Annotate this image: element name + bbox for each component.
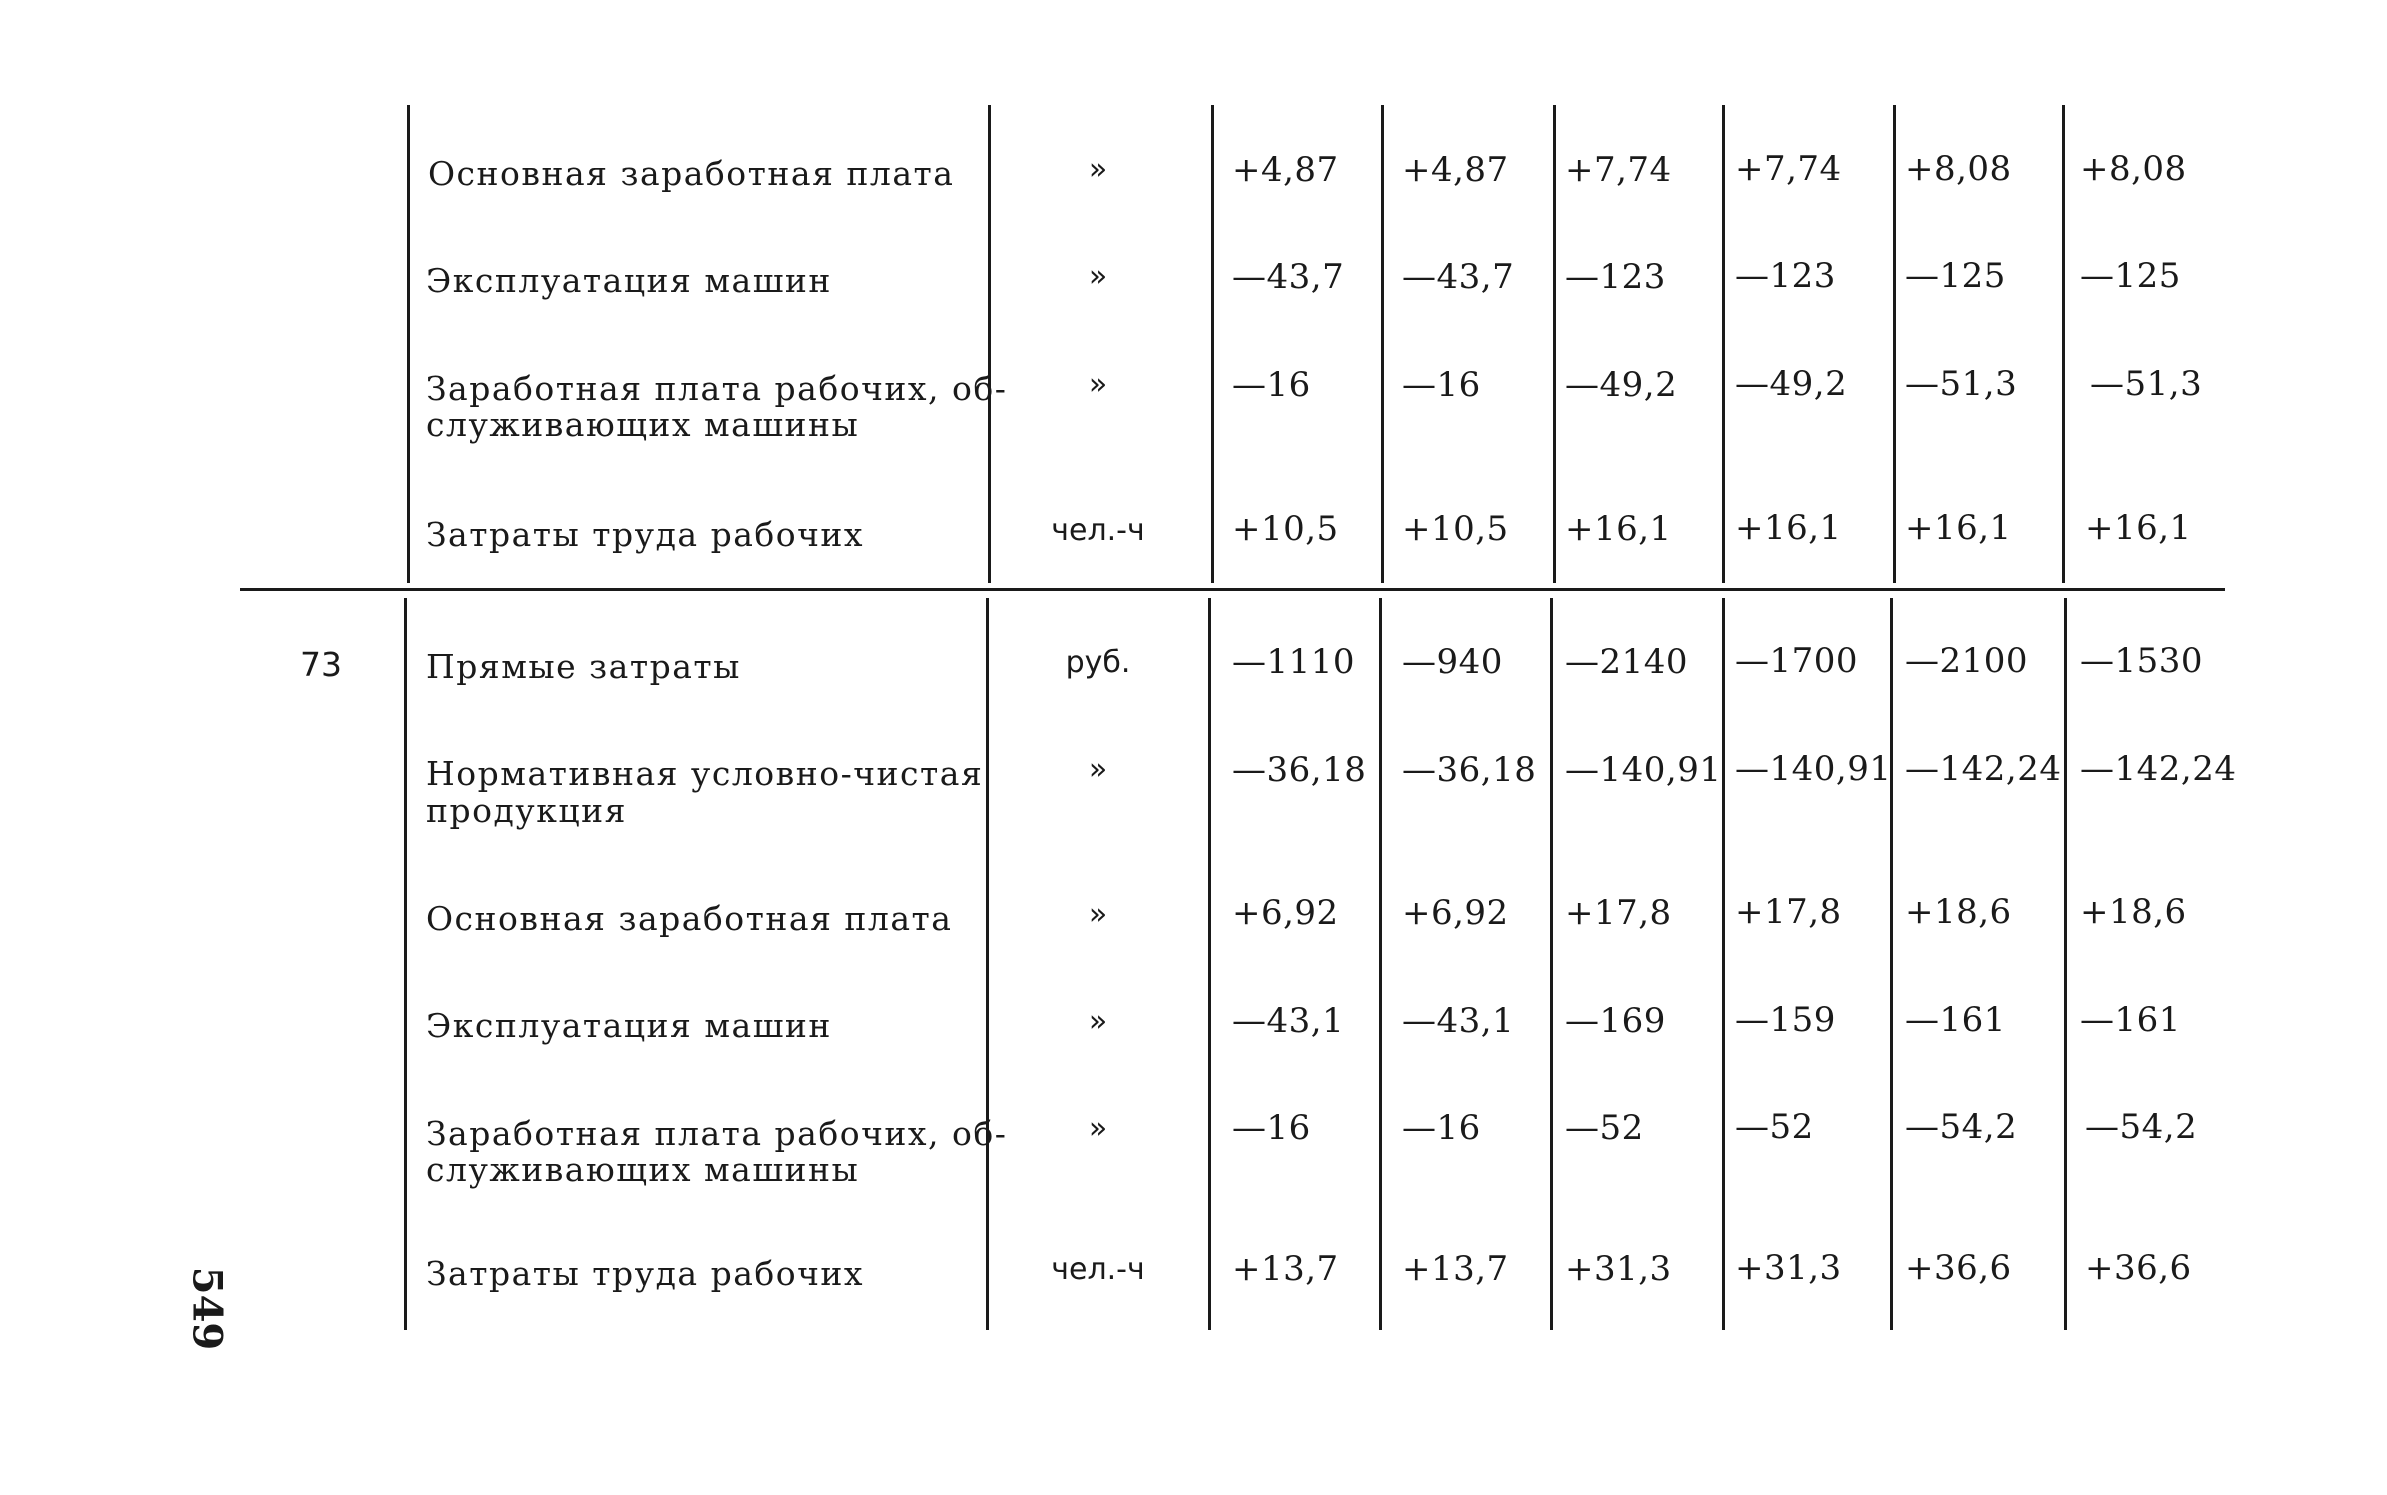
value-cell: +36,6 <box>1905 1248 2012 1288</box>
value-cell: +8,08 <box>2080 149 2187 189</box>
value-cell: +16,1 <box>2085 508 2192 548</box>
value-cell: —16 <box>1232 1108 1311 1148</box>
row-name-line1: Заработная плата рабочих, об- <box>426 1114 1008 1153</box>
value-cell: —142,24 <box>2080 749 2237 789</box>
value-cell: —43,1 <box>1402 1001 1515 1041</box>
value-cell: +31,3 <box>1735 1248 1842 1288</box>
value-cell: +18,6 <box>2080 892 2187 932</box>
rule-v-col4-left-top <box>1722 105 1725 583</box>
row-unit: чел.-ч <box>1051 513 1145 548</box>
row-name: Эксплуатация машин <box>426 261 832 300</box>
row-unit: » <box>1088 752 1108 787</box>
value-cell: +13,7 <box>1232 1249 1339 1289</box>
row-name-line2: служивающих машины <box>426 1150 860 1189</box>
value-cell: —161 <box>2080 1000 2181 1040</box>
row-number: 73 <box>300 645 342 684</box>
value-cell: +4,87 <box>1232 150 1339 190</box>
value-cell: —36,18 <box>1402 750 1537 790</box>
row-name: Затраты труда рабочих <box>426 1254 865 1293</box>
value-cell: +18,6 <box>1905 892 2012 932</box>
value-cell: —54,2 <box>2085 1107 2198 1147</box>
row-name: Основная заработная плата <box>428 154 955 193</box>
value-cell: +31,3 <box>1565 1249 1672 1289</box>
value-cell: —142,24 <box>1905 749 2062 789</box>
value-cell: —16 <box>1402 1108 1481 1148</box>
value-cell: +16,1 <box>1735 508 1842 548</box>
rule-v-col4-left-bottom <box>1722 598 1725 1330</box>
value-cell: —140,91 <box>1565 750 1722 790</box>
value-cell: —49,2 <box>1565 365 1678 405</box>
value-cell: +16,1 <box>1905 508 2012 548</box>
value-cell: —123 <box>1565 257 1666 297</box>
rule-v-name-left-top <box>407 105 410 583</box>
value-cell: +36,6 <box>2085 1248 2192 1288</box>
value-cell: +17,8 <box>1565 893 1672 933</box>
value-cell: —36,18 <box>1232 750 1367 790</box>
value-cell: —52 <box>1735 1107 1814 1147</box>
value-cell: —169 <box>1565 1001 1666 1041</box>
value-cell: —940 <box>1402 642 1503 682</box>
row-unit: » <box>1088 259 1108 294</box>
rule-v-col5-left-top <box>1893 105 1896 583</box>
row-name-line2: служивающих машины <box>426 405 860 444</box>
value-cell: —51,3 <box>1905 364 2018 404</box>
row-name-word: Нормативная условно-чистая <box>426 754 984 793</box>
row-name: Затраты труда рабочих <box>426 515 865 554</box>
value-cell: —125 <box>2080 256 2181 296</box>
rule-v-col2-left-top <box>1381 105 1384 583</box>
value-cell: +16,1 <box>1565 509 1672 549</box>
value-cell: —123 <box>1735 256 1836 296</box>
value-cell: —16 <box>1402 365 1481 405</box>
row-unit: чел.-ч <box>1051 1252 1145 1287</box>
value-cell: +6,92 <box>1232 893 1339 933</box>
value-cell: —54,2 <box>1905 1107 2018 1147</box>
value-cell: —43,7 <box>1232 257 1345 297</box>
rule-v-col3-left-bottom <box>1550 598 1553 1330</box>
row-unit: » <box>1088 367 1108 402</box>
rule-h-section-separator <box>240 588 2225 591</box>
rule-v-unit-left-bottom <box>986 598 989 1330</box>
row-name-line1: Заработная плата рабочих, об- <box>426 369 1008 408</box>
row-unit: » <box>1088 1111 1108 1146</box>
row-name-line2: продукция <box>426 791 627 830</box>
value-cell: —2100 <box>1905 641 2029 681</box>
rule-v-col2-left-bottom <box>1379 598 1382 1330</box>
value-cell: —52 <box>1565 1108 1644 1148</box>
row-unit: руб. <box>1065 645 1131 680</box>
rule-v-col1-left-bottom <box>1208 598 1211 1330</box>
value-cell: —1110 <box>1232 642 1356 682</box>
value-cell: —125 <box>1905 256 2006 296</box>
row-unit: » <box>1088 1004 1108 1039</box>
value-cell: +13,7 <box>1402 1249 1509 1289</box>
rule-v-col6-left-top <box>2062 105 2065 583</box>
value-cell: —159 <box>1735 1000 1836 1040</box>
rule-v-col6-left-bottom <box>2064 598 2067 1330</box>
row-name: Эксплуатация машин <box>426 1006 832 1045</box>
value-cell: +7,74 <box>1735 149 1842 189</box>
row-name: Прямые затраты <box>426 647 741 686</box>
value-cell: +6,92 <box>1402 893 1509 933</box>
value-cell: +10,5 <box>1232 509 1339 549</box>
value-cell: +7,74 <box>1565 150 1672 190</box>
rule-v-col1-left-top <box>1211 105 1214 583</box>
value-cell: —140,91 <box>1735 749 1892 789</box>
value-cell: —43,7 <box>1402 257 1515 297</box>
value-cell: —1530 <box>2080 641 2204 681</box>
value-cell: —49,2 <box>1735 364 1848 404</box>
value-cell: —1700 <box>1735 641 1859 681</box>
rule-v-unit-left-top <box>988 105 991 583</box>
row-unit: » <box>1088 152 1108 187</box>
value-cell: +10,5 <box>1402 509 1509 549</box>
value-cell: +4,87 <box>1402 150 1509 190</box>
rule-v-name-left-bottom <box>404 598 407 1330</box>
value-cell: +8,08 <box>1905 149 2012 189</box>
value-cell: —161 <box>1905 1000 2006 1040</box>
value-cell: +17,8 <box>1735 892 1842 932</box>
rule-v-col5-left-bottom <box>1890 598 1893 1330</box>
row-name-line1 <box>426 754 984 793</box>
row-name: Основная заработная плата <box>426 899 953 938</box>
page-number: 549 <box>183 1266 231 1351</box>
value-cell: —43,1 <box>1232 1001 1345 1041</box>
value-cell: —51,3 <box>2090 364 2203 404</box>
value-cell: —16 <box>1232 365 1311 405</box>
rule-v-col3-left-top <box>1553 105 1556 583</box>
value-cell: —2140 <box>1565 642 1689 682</box>
row-unit: » <box>1088 897 1108 932</box>
